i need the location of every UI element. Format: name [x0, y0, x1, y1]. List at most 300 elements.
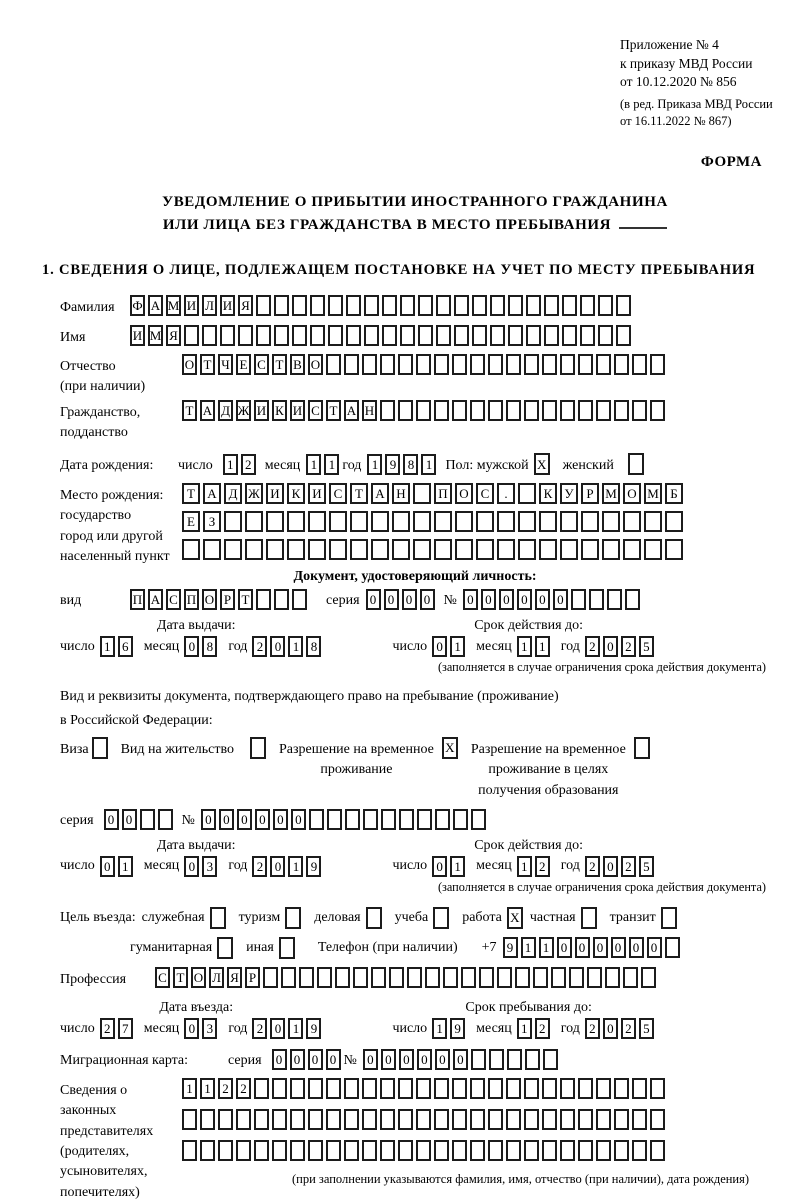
cell[interactable]: [488, 354, 503, 375]
cell[interactable]: 1: [535, 636, 550, 657]
cell[interactable]: 9: [306, 856, 321, 877]
cell[interactable]: X: [507, 907, 523, 929]
cell[interactable]: 5: [639, 636, 654, 657]
cell[interactable]: 0: [575, 937, 590, 958]
cell[interactable]: О: [191, 967, 206, 988]
cell[interactable]: [455, 539, 473, 560]
cell[interactable]: 2: [535, 1018, 550, 1039]
cell[interactable]: [452, 1109, 467, 1130]
cell[interactable]: [308, 1140, 323, 1161]
cell[interactable]: Т: [238, 589, 253, 610]
cell[interactable]: [256, 295, 271, 316]
cell[interactable]: [578, 1078, 593, 1099]
cell[interactable]: [317, 967, 332, 988]
cell[interactable]: [245, 511, 263, 532]
cell[interactable]: А: [344, 400, 359, 421]
cell[interactable]: Т: [182, 483, 200, 504]
cell[interactable]: Л: [202, 295, 217, 316]
cell[interactable]: [292, 325, 307, 346]
cell[interactable]: [472, 325, 487, 346]
cell[interactable]: [471, 809, 486, 830]
cell[interactable]: [616, 325, 631, 346]
cell[interactable]: [661, 907, 677, 929]
cell[interactable]: [328, 295, 343, 316]
cell[interactable]: [266, 539, 284, 560]
cell[interactable]: [281, 967, 296, 988]
cell[interactable]: 1: [288, 856, 303, 877]
cell[interactable]: [507, 1049, 522, 1070]
cell[interactable]: [272, 1109, 287, 1130]
cell[interactable]: [380, 1078, 395, 1099]
cell[interactable]: [650, 1140, 665, 1161]
cell[interactable]: [488, 400, 503, 421]
cell[interactable]: [200, 1140, 215, 1161]
cell[interactable]: О: [202, 589, 217, 610]
cell[interactable]: [398, 1078, 413, 1099]
cell[interactable]: [560, 1078, 575, 1099]
cell[interactable]: [587, 967, 602, 988]
cell[interactable]: [524, 354, 539, 375]
cell[interactable]: 2: [535, 856, 550, 877]
cell[interactable]: [453, 809, 468, 830]
cell[interactable]: 0: [432, 636, 447, 657]
cell[interactable]: [560, 539, 578, 560]
cell[interactable]: [562, 295, 577, 316]
cell[interactable]: [274, 325, 289, 346]
cell[interactable]: [551, 967, 566, 988]
cell[interactable]: С: [476, 483, 494, 504]
cell[interactable]: [488, 1078, 503, 1099]
cell[interactable]: [650, 354, 665, 375]
cell[interactable]: 9: [385, 454, 400, 475]
cell[interactable]: Т: [350, 483, 368, 504]
cell[interactable]: А: [148, 295, 163, 316]
cell[interactable]: Е: [182, 511, 200, 532]
cell[interactable]: [362, 1078, 377, 1099]
cell[interactable]: [632, 1140, 647, 1161]
cell[interactable]: [623, 967, 638, 988]
cell[interactable]: [490, 325, 505, 346]
cell[interactable]: [506, 1140, 521, 1161]
cell[interactable]: [571, 589, 586, 610]
cell[interactable]: И: [184, 295, 199, 316]
cell[interactable]: [353, 967, 368, 988]
cell[interactable]: [350, 539, 368, 560]
cell[interactable]: 1: [288, 636, 303, 657]
cell[interactable]: 0: [384, 589, 399, 610]
cell[interactable]: [290, 1140, 305, 1161]
cell[interactable]: 8: [403, 454, 418, 475]
cell[interactable]: 1: [539, 937, 554, 958]
cell[interactable]: X: [534, 453, 550, 475]
cell[interactable]: [434, 400, 449, 421]
cell[interactable]: 2: [252, 1018, 267, 1039]
cell[interactable]: 8: [306, 636, 321, 657]
cell[interactable]: [140, 809, 155, 830]
cell[interactable]: [650, 400, 665, 421]
cell[interactable]: [560, 1109, 575, 1130]
cell[interactable]: 5: [639, 1018, 654, 1039]
cell[interactable]: [470, 354, 485, 375]
cell[interactable]: [434, 1078, 449, 1099]
cell[interactable]: 1: [521, 937, 536, 958]
cell[interactable]: [434, 1109, 449, 1130]
cell[interactable]: [524, 1078, 539, 1099]
cell[interactable]: [263, 967, 278, 988]
cell[interactable]: [308, 539, 326, 560]
cell[interactable]: 2: [252, 856, 267, 877]
cell[interactable]: [335, 967, 350, 988]
cell[interactable]: [544, 325, 559, 346]
cell[interactable]: [344, 1109, 359, 1130]
cell[interactable]: [596, 400, 611, 421]
cell[interactable]: 0: [219, 809, 234, 830]
cell[interactable]: [380, 354, 395, 375]
cell[interactable]: Е: [236, 354, 251, 375]
cell[interactable]: [381, 809, 396, 830]
cell[interactable]: [470, 400, 485, 421]
cell[interactable]: [362, 354, 377, 375]
cell[interactable]: [345, 809, 360, 830]
cell[interactable]: [398, 354, 413, 375]
cell[interactable]: А: [200, 400, 215, 421]
cell[interactable]: [224, 511, 242, 532]
cell[interactable]: [285, 907, 301, 929]
cell[interactable]: [380, 1109, 395, 1130]
cell[interactable]: [274, 589, 289, 610]
cell[interactable]: 0: [201, 809, 216, 830]
cell[interactable]: 0: [435, 1049, 450, 1070]
cell[interactable]: Т: [326, 400, 341, 421]
cell[interactable]: Д: [218, 400, 233, 421]
cell[interactable]: [308, 1109, 323, 1130]
cell[interactable]: 0: [399, 1049, 414, 1070]
cell[interactable]: [254, 1078, 269, 1099]
cell[interactable]: 0: [603, 636, 618, 657]
cell[interactable]: [515, 967, 530, 988]
cell[interactable]: [434, 1140, 449, 1161]
cell[interactable]: [641, 967, 656, 988]
cell[interactable]: 0: [453, 1049, 468, 1070]
cell[interactable]: 6: [118, 636, 133, 657]
cell[interactable]: [416, 354, 431, 375]
cell[interactable]: [524, 400, 539, 421]
cell[interactable]: 0: [463, 589, 478, 610]
cell[interactable]: [650, 1109, 665, 1130]
cell[interactable]: О: [308, 354, 323, 375]
cell[interactable]: [539, 511, 557, 532]
cell[interactable]: [292, 295, 307, 316]
cell[interactable]: [158, 809, 173, 830]
cell[interactable]: [398, 1140, 413, 1161]
cell[interactable]: А: [148, 589, 163, 610]
cell[interactable]: [407, 967, 422, 988]
cell[interactable]: [245, 539, 263, 560]
cell[interactable]: [182, 1109, 197, 1130]
cell[interactable]: [526, 295, 541, 316]
cell[interactable]: [479, 967, 494, 988]
cell[interactable]: [218, 1140, 233, 1161]
cell[interactable]: [596, 354, 611, 375]
cell[interactable]: [329, 539, 347, 560]
cell[interactable]: [344, 1078, 359, 1099]
cell[interactable]: [476, 511, 494, 532]
cell[interactable]: П: [434, 483, 452, 504]
cell[interactable]: Т: [182, 400, 197, 421]
cell[interactable]: [644, 511, 662, 532]
cell[interactable]: С: [155, 967, 170, 988]
cell[interactable]: [310, 295, 325, 316]
cell[interactable]: [560, 511, 578, 532]
cell[interactable]: [470, 1078, 485, 1099]
cell[interactable]: 0: [270, 1018, 285, 1039]
cell[interactable]: [581, 511, 599, 532]
cell[interactable]: 0: [611, 937, 626, 958]
cell[interactable]: [346, 325, 361, 346]
cell[interactable]: [602, 539, 620, 560]
cell[interactable]: [596, 1109, 611, 1130]
cell[interactable]: 1: [517, 856, 532, 877]
cell[interactable]: М: [148, 325, 163, 346]
cell[interactable]: 1: [324, 454, 339, 475]
cell[interactable]: [299, 967, 314, 988]
cell[interactable]: .: [497, 483, 515, 504]
cell[interactable]: 0: [603, 1018, 618, 1039]
cell[interactable]: [614, 400, 629, 421]
cell[interactable]: [350, 511, 368, 532]
cell[interactable]: Ж: [236, 400, 251, 421]
cell[interactable]: 0: [184, 636, 199, 657]
cell[interactable]: 0: [402, 589, 417, 610]
cell[interactable]: 3: [202, 856, 217, 877]
cell[interactable]: Н: [392, 483, 410, 504]
cell[interactable]: К: [287, 483, 305, 504]
cell[interactable]: [217, 937, 233, 959]
cell[interactable]: [632, 400, 647, 421]
cell[interactable]: [632, 1078, 647, 1099]
cell[interactable]: 0: [417, 1049, 432, 1070]
cell[interactable]: Б: [665, 483, 683, 504]
cell[interactable]: [326, 1078, 341, 1099]
cell[interactable]: [400, 325, 415, 346]
cell[interactable]: [560, 1140, 575, 1161]
cell[interactable]: 1: [288, 1018, 303, 1039]
cell[interactable]: 0: [326, 1049, 341, 1070]
cell[interactable]: 1: [306, 454, 321, 475]
cell[interactable]: [328, 325, 343, 346]
cell[interactable]: Т: [173, 967, 188, 988]
cell[interactable]: [560, 354, 575, 375]
cell[interactable]: [434, 539, 452, 560]
cell[interactable]: [435, 809, 450, 830]
cell[interactable]: [518, 539, 536, 560]
cell[interactable]: [602, 511, 620, 532]
cell[interactable]: [497, 967, 512, 988]
cell[interactable]: [452, 1140, 467, 1161]
cell[interactable]: И: [130, 325, 145, 346]
cell[interactable]: У: [560, 483, 578, 504]
cell[interactable]: 0: [184, 1018, 199, 1039]
cell[interactable]: [634, 737, 650, 759]
cell[interactable]: [434, 354, 449, 375]
cell[interactable]: 9: [503, 937, 518, 958]
cell[interactable]: 1: [421, 454, 436, 475]
cell[interactable]: Ф: [130, 295, 145, 316]
cell[interactable]: 0: [100, 856, 115, 877]
cell[interactable]: [398, 400, 413, 421]
cell[interactable]: 0: [432, 856, 447, 877]
cell[interactable]: [614, 354, 629, 375]
cell[interactable]: [454, 325, 469, 346]
cell[interactable]: С: [329, 483, 347, 504]
cell[interactable]: 2: [585, 1018, 600, 1039]
cell[interactable]: [287, 539, 305, 560]
cell[interactable]: [605, 967, 620, 988]
cell[interactable]: [218, 1109, 233, 1130]
cell[interactable]: [452, 1078, 467, 1099]
cell[interactable]: [665, 539, 683, 560]
cell[interactable]: [623, 511, 641, 532]
cell[interactable]: 0: [629, 937, 644, 958]
cell[interactable]: 3: [202, 1018, 217, 1039]
cell[interactable]: [266, 511, 284, 532]
cell[interactable]: [382, 325, 397, 346]
cell[interactable]: [506, 400, 521, 421]
cell[interactable]: [580, 325, 595, 346]
cell[interactable]: Р: [245, 967, 260, 988]
cell[interactable]: [518, 483, 536, 504]
cell[interactable]: [665, 511, 683, 532]
cell[interactable]: О: [182, 354, 197, 375]
cell[interactable]: [392, 511, 410, 532]
cell[interactable]: [506, 1109, 521, 1130]
cell[interactable]: [508, 295, 523, 316]
cell[interactable]: 9: [450, 1018, 465, 1039]
cell[interactable]: [182, 539, 200, 560]
cell[interactable]: [542, 1078, 557, 1099]
cell[interactable]: Ч: [218, 354, 233, 375]
cell[interactable]: 0: [603, 856, 618, 877]
cell[interactable]: [644, 539, 662, 560]
cell[interactable]: [461, 967, 476, 988]
cell[interactable]: Я: [227, 967, 242, 988]
cell[interactable]: [184, 325, 199, 346]
cell[interactable]: [382, 295, 397, 316]
cell[interactable]: 0: [255, 809, 270, 830]
cell[interactable]: [596, 1078, 611, 1099]
cell[interactable]: В: [290, 354, 305, 375]
cell[interactable]: [452, 354, 467, 375]
cell[interactable]: [533, 967, 548, 988]
cell[interactable]: 8: [202, 636, 217, 657]
cell[interactable]: [364, 325, 379, 346]
cell[interactable]: [416, 400, 431, 421]
cell[interactable]: 2: [100, 1018, 115, 1039]
cell[interactable]: [524, 1109, 539, 1130]
cell[interactable]: [581, 907, 597, 929]
cell[interactable]: 0: [481, 589, 496, 610]
cell[interactable]: М: [602, 483, 620, 504]
cell[interactable]: К: [272, 400, 287, 421]
cell[interactable]: [623, 539, 641, 560]
cell[interactable]: [470, 1109, 485, 1130]
cell[interactable]: 0: [647, 937, 662, 958]
cell[interactable]: [578, 400, 593, 421]
cell[interactable]: [329, 511, 347, 532]
cell[interactable]: [398, 1109, 413, 1130]
cell[interactable]: О: [455, 483, 473, 504]
cell[interactable]: Д: [224, 483, 242, 504]
cell[interactable]: 1: [367, 454, 382, 475]
cell[interactable]: [628, 453, 644, 475]
cell[interactable]: [506, 354, 521, 375]
cell[interactable]: [220, 325, 235, 346]
cell[interactable]: [518, 511, 536, 532]
cell[interactable]: [614, 1140, 629, 1161]
cell[interactable]: [399, 809, 414, 830]
cell[interactable]: [581, 539, 599, 560]
cell[interactable]: [200, 1109, 215, 1130]
cell[interactable]: [562, 325, 577, 346]
cell[interactable]: 9: [306, 1018, 321, 1039]
cell[interactable]: Р: [220, 589, 235, 610]
cell[interactable]: [506, 1078, 521, 1099]
cell[interactable]: А: [203, 483, 221, 504]
cell[interactable]: [524, 1140, 539, 1161]
cell[interactable]: И: [308, 483, 326, 504]
cell[interactable]: [589, 589, 604, 610]
cell[interactable]: 0: [290, 1049, 305, 1070]
cell[interactable]: [417, 809, 432, 830]
cell[interactable]: [542, 1140, 557, 1161]
cell[interactable]: [290, 1109, 305, 1130]
cell[interactable]: [413, 539, 431, 560]
cell[interactable]: И: [290, 400, 305, 421]
cell[interactable]: [526, 325, 541, 346]
cell[interactable]: [344, 1140, 359, 1161]
cell[interactable]: [544, 295, 559, 316]
cell[interactable]: Н: [362, 400, 377, 421]
cell[interactable]: 0: [366, 589, 381, 610]
cell[interactable]: 1: [517, 1018, 532, 1039]
cell[interactable]: [425, 967, 440, 988]
cell[interactable]: [488, 1109, 503, 1130]
cell[interactable]: И: [266, 483, 284, 504]
cell[interactable]: [569, 967, 584, 988]
cell[interactable]: [326, 354, 341, 375]
cell[interactable]: З: [203, 511, 221, 532]
cell[interactable]: [416, 1140, 431, 1161]
cell[interactable]: 2: [218, 1078, 233, 1099]
cell[interactable]: 0: [270, 856, 285, 877]
cell[interactable]: 0: [270, 636, 285, 657]
cell[interactable]: [489, 1049, 504, 1070]
cell[interactable]: [578, 354, 593, 375]
cell[interactable]: [389, 967, 404, 988]
cell[interactable]: 1: [200, 1078, 215, 1099]
cell[interactable]: [308, 511, 326, 532]
cell[interactable]: А: [371, 483, 389, 504]
cell[interactable]: 0: [104, 809, 119, 830]
cell[interactable]: С: [308, 400, 323, 421]
cell[interactable]: Т: [200, 354, 215, 375]
cell[interactable]: [472, 295, 487, 316]
cell[interactable]: [371, 539, 389, 560]
cell[interactable]: [578, 1109, 593, 1130]
cell[interactable]: [508, 325, 523, 346]
cell[interactable]: [452, 400, 467, 421]
cell[interactable]: [224, 539, 242, 560]
